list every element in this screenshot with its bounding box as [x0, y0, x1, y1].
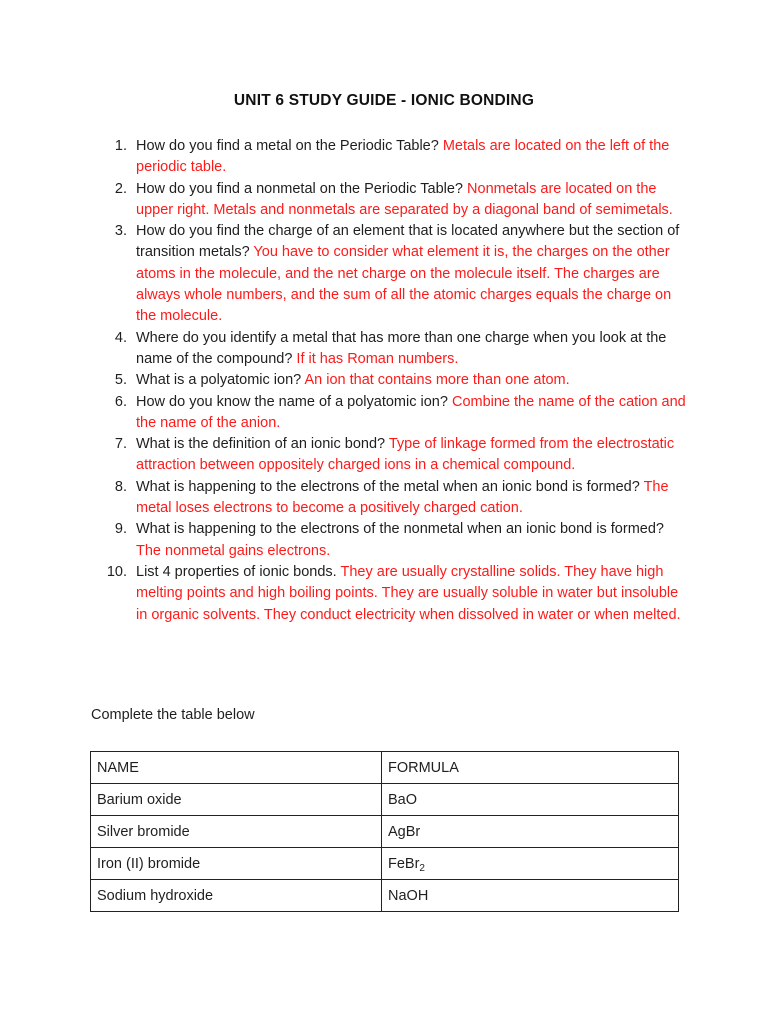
header-formula: FORMULA [382, 752, 679, 784]
answer-text: You have to consider what element it is, the charges on the other atoms in the molecule, and the net charge on the molecule itself. The charges are always whole numbers, and the sum of all the atomic charges equals the charge on the molecule. [136, 244, 672, 325]
table-intro: Complete the table below [91, 707, 255, 723]
table-row [91, 880, 679, 912]
question-list [100, 136, 690, 626]
list-item [100, 562, 690, 626]
question-text: What is happening to the electrons of the nonmetal when an ionic bond is formed? [136, 521, 664, 538]
list-item [100, 328, 690, 371]
question-text: How do you find a metal on the Periodic Table? [136, 138, 439, 154]
question-number: 4. [114, 329, 127, 346]
compound-name: Silver bromide [91, 816, 382, 848]
answer-text: Metals are located on the left of the periodic table. [136, 138, 670, 176]
question-text: List 4 properties of ionic bonds. [136, 563, 337, 580]
question-number: 1. [114, 138, 127, 154]
question-text: How do you know the name of a polyatomic ion? [136, 393, 448, 410]
answer-text: Type of linkage formed from the electrostatic attraction between oppositely charged ions in a chemical compound. [136, 436, 675, 474]
question-number: 2. [114, 180, 127, 197]
list-item [100, 477, 690, 520]
compound-formula: BaO [382, 784, 679, 816]
header-name: NAME [91, 752, 382, 784]
question-text: What is a polyatomic ion? [136, 372, 302, 389]
compound-formula: NaOH [382, 880, 679, 912]
list-item [100, 221, 690, 327]
answer-text: Combine the name of the cation and the name of the anion. [136, 393, 686, 431]
question-number: 9. [114, 521, 127, 538]
question-number: 10. [106, 563, 127, 580]
question-text: How do you find a nonmetal on the Periodic Table? [136, 180, 464, 197]
list-item [100, 519, 690, 562]
compound-name: Barium oxide [91, 784, 382, 816]
question-number: 8. [114, 478, 127, 495]
question-text: What is happening to the electrons of the metal when an ionic bond is formed? [136, 478, 640, 495]
list-item [100, 434, 690, 477]
answer-text: Nonmetals are located on the upper right. Metals and nonmetals are separated by a diagonal band of semimetals. [136, 180, 673, 218]
compound-table [90, 751, 679, 912]
question-text: How do you find the charge of an element that is located anywhere but the section of transition metals? [136, 223, 680, 261]
question-number: 3. [114, 223, 127, 240]
list-item [100, 136, 690, 179]
table-row [91, 848, 679, 880]
page-title: UNIT 6 STUDY GUIDE - IONIC BONDING [233, 92, 535, 109]
question-number: 7. [114, 436, 127, 453]
list-item [100, 179, 690, 222]
question-number: 6. [114, 393, 127, 410]
answer-text: They are usually crystalline solids. They have high melting points and high boiling points. They are usually soluble in water but insoluble in organic solvents. They conduct electricity when dissolved in water or when melted. [136, 563, 681, 623]
compound-name: Sodium hydroxide [91, 880, 382, 912]
question-text: What is the definition of an ionic bond? [136, 436, 386, 453]
compound-formula: AgBr [382, 816, 679, 848]
list-item [100, 392, 690, 435]
compound-name: Iron (II) bromide [91, 848, 382, 880]
answer-text: An ion that contains more than one atom. [304, 372, 570, 389]
table-row [91, 816, 679, 848]
list-item [100, 370, 690, 391]
question-number: 5. [114, 372, 127, 389]
compound-formula: FeBr$_2$ [382, 848, 679, 880]
answer-text: If it has Roman numbers. [296, 350, 459, 367]
question-text: Where do you identify a metal that has more than one charge when you look at the name of the compound? [136, 329, 667, 367]
answer-text: The metal loses electrons to become a positively charged cation. [136, 478, 669, 517]
answer-text: The nonmetal gains electrons. [136, 542, 331, 559]
table-row [91, 784, 679, 816]
table-header-row [91, 752, 679, 784]
